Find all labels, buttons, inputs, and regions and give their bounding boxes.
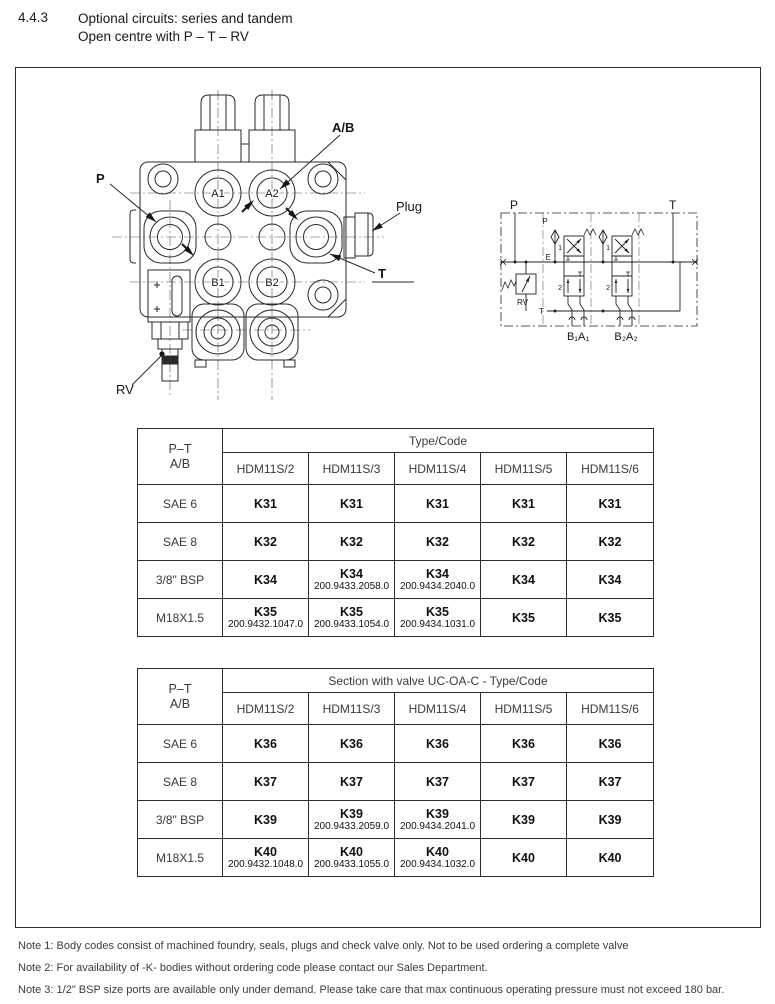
corner-line-1: P–T <box>168 681 192 696</box>
row-label: SAE 6 <box>138 485 223 523</box>
table1-col-header: HDM11S/5 <box>481 453 567 485</box>
table1-row-sae6 <box>138 485 654 523</box>
table-cell: K36 <box>309 725 395 763</box>
note-3: Note 3: 1/2" BSP size ports are available only under demand. Please take care that max continuous operating pressure must not exceed 180 bar. <box>18 984 725 996</box>
table-cell: K32 <box>223 523 309 561</box>
table1-header-row-1 <box>138 429 654 453</box>
label-b1: B1 <box>211 277 225 289</box>
schematic-label-p-inner: P <box>542 217 548 226</box>
label-ab: A/B <box>332 120 355 135</box>
table2-row-bsp <box>138 801 654 839</box>
table1-row-bsp <box>138 561 654 599</box>
table2-col-header: HDM11S/3 <box>309 693 395 725</box>
table-cell: K35 200.9432.1047.0 <box>223 599 309 637</box>
schematic-label-pos2-b: 2 <box>606 285 610 292</box>
relief-valve-assembly <box>148 270 190 381</box>
centerlines <box>112 90 384 400</box>
table-cell: K37 <box>567 763 654 801</box>
label-t: T <box>378 266 386 281</box>
table1-col-header: HDM11S/3 <box>309 453 395 485</box>
section-number: 4.4.3 <box>18 10 49 25</box>
table-cell: K31 <box>481 485 567 523</box>
table-cell: K32 <box>481 523 567 561</box>
table-cell: K36 <box>223 725 309 763</box>
cap-gap-boss <box>241 144 249 162</box>
table-cell: K39 <box>223 801 309 839</box>
table-cell: K40 200.9434.1032.0 <box>395 839 481 877</box>
table-cell: K39 <box>567 801 654 839</box>
table2-header-row-1 <box>138 669 654 693</box>
table-cell: K40 200.9433.1055.0 <box>309 839 395 877</box>
table2-row-sae6 <box>138 725 654 763</box>
table-cell: K31 <box>567 485 654 523</box>
schematic-label-e: E <box>545 253 551 262</box>
row-label: SAE 8 <box>138 523 223 561</box>
table-cell: K32 <box>567 523 654 561</box>
table2-col-header: HDM11S/2 <box>223 693 309 725</box>
table-cell: K35 200.9434.1031.0 <box>395 599 481 637</box>
table1-row-sae8 <box>138 523 654 561</box>
note-2: Note 2: For availability of -K- bodies without ordering code please contact our Sales Department. <box>18 962 488 974</box>
table-cell: K37 <box>395 763 481 801</box>
table-cell: K35 <box>567 599 654 637</box>
row-label: M18X1.5 <box>138 839 223 877</box>
title-line-1: Optional circuits: series and tandem <box>78 11 293 26</box>
table-cell: K32 <box>395 523 481 561</box>
page-title <box>78 10 293 46</box>
table-cell: K34 <box>481 561 567 599</box>
schematic-label-b2a2: B₂A₂ <box>614 331 638 343</box>
schematic-label-t: T <box>669 198 677 212</box>
type-code-table-1 <box>137 428 654 637</box>
table1-col-header: HDM11S/6 <box>567 453 654 485</box>
schematic-label-pos2-a: 2 <box>558 285 562 292</box>
table1-corner-cell <box>138 429 223 485</box>
table1-col-header: HDM11S/2 <box>223 453 309 485</box>
schematic-label-rv: RV <box>517 298 528 307</box>
table-cell: K36 <box>481 725 567 763</box>
flow-arrows <box>182 200 298 256</box>
footnotes <box>18 938 768 1004</box>
valve-section-2 <box>599 229 644 326</box>
table2-col-header: HDM11S/6 <box>567 693 654 725</box>
row-label: SAE 8 <box>138 763 223 801</box>
schematic-label-pos1-b: 1 <box>606 245 610 252</box>
table-cell: K40 <box>481 839 567 877</box>
table-cell: K31 <box>395 485 481 523</box>
table-cell: K34 200.9433.2058.0 <box>309 561 395 599</box>
table-cell: K35 200.9433.1054.0 <box>309 599 395 637</box>
table1-span-header: Type/Code <box>223 429 654 453</box>
page-heading <box>18 10 293 46</box>
label-a1: A1 <box>211 188 225 200</box>
label-rv: RV <box>116 382 134 397</box>
table-cell: K35 <box>481 599 567 637</box>
table-cell: K37 <box>481 763 567 801</box>
table-cell: K39 200.9433.2059.0 <box>309 801 395 839</box>
schematic-label-p: P <box>510 198 519 212</box>
corner-line-1: P–T <box>168 441 192 456</box>
row-label: SAE 6 <box>138 725 223 763</box>
note-1: Note 1: Body codes consist of machined foundry, seals, plugs and check valve only. Not to be used ordering a complete valve <box>18 940 629 952</box>
valve-section-1 <box>551 229 596 326</box>
corner-line-2: A/B <box>169 456 191 471</box>
label-p: P <box>96 171 105 186</box>
table2-col-header: HDM11S/4 <box>395 693 481 725</box>
valve-technical-drawing <box>82 82 442 412</box>
table-cell: K39 <box>481 801 567 839</box>
table-cell: K36 <box>395 725 481 763</box>
table-cell: K32 <box>309 523 395 561</box>
table-cell: K34 <box>223 561 309 599</box>
schematic-label-pos1-a: 1 <box>558 245 562 252</box>
hydraulic-schematic <box>492 196 704 346</box>
table-cell: K34 200.9434.2040.0 <box>395 561 481 599</box>
table-cell: K40 200.9432.1048.0 <box>223 839 309 877</box>
label-a2: A2 <box>265 188 279 200</box>
table2-row-sae8 <box>138 763 654 801</box>
table2-col-header: HDM11S/5 <box>481 693 567 725</box>
schematic-label-b1a1: B₁A₁ <box>566 331 590 343</box>
table1-row-m18 <box>138 599 654 637</box>
label-b2: B2 <box>265 277 279 289</box>
label-plug: Plug <box>396 199 423 214</box>
table-cell: K34 <box>567 561 654 599</box>
schematic-label-t-inner: T <box>539 307 544 316</box>
row-label: 3/8" BSP <box>138 561 223 599</box>
table-cell: K31 <box>309 485 395 523</box>
type-code-table-2 <box>137 668 654 877</box>
table1-col-header: HDM11S/4 <box>395 453 481 485</box>
row-label: 3/8" BSP <box>138 801 223 839</box>
table-cell: K31 <box>223 485 309 523</box>
table-cell: K40 <box>567 839 654 877</box>
table2-span-header: Section with valve UC-OA-C - Type/Code <box>223 669 654 693</box>
corner-line-2: A/B <box>169 696 191 711</box>
row-label: M18X1.5 <box>138 599 223 637</box>
title-line-2: Open centre with P – T – RV <box>78 29 249 44</box>
table-cell: K37 <box>223 763 309 801</box>
table2-row-m18 <box>138 839 654 877</box>
table2-corner-cell <box>138 669 223 725</box>
table-cell: K37 <box>309 763 395 801</box>
table-cell: K39 200.9434.2041.0 <box>395 801 481 839</box>
table-cell: K36 <box>567 725 654 763</box>
